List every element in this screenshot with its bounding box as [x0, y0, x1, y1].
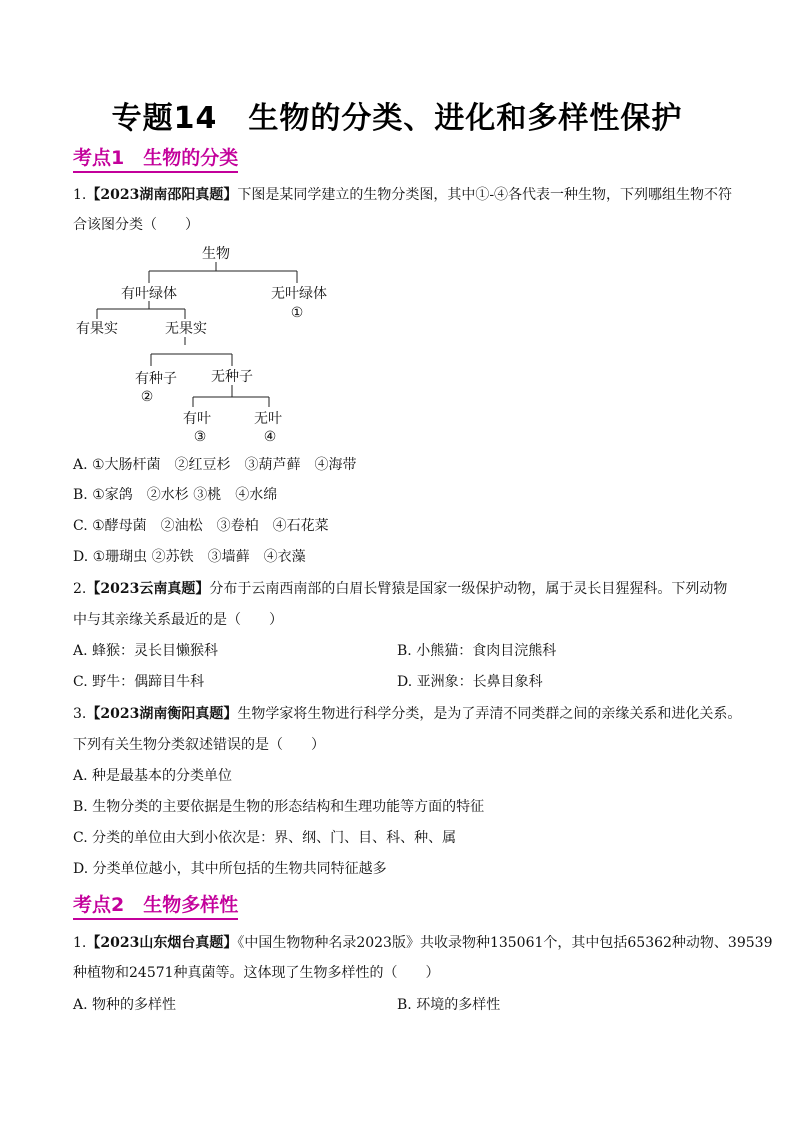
question-3-line-1 — [73, 704, 741, 724]
tree-node-root: 生物 — [202, 246, 230, 262]
question-2-line-2: 中与其亲缘关系最近的是（ ） — [73, 612, 283, 628]
section-heading-classification: 考点1 生物的分类 — [73, 146, 238, 173]
tree-node-without-fruit: 无果实 — [165, 321, 207, 337]
tree-mark-4: ④ — [263, 429, 277, 445]
question-text: 下图是某同学建立的生物分类图，其中①-④各代表一种生物，下列哪组生物不符 — [237, 187, 733, 203]
question-4-option-a: A. 物种的多样性 — [73, 997, 177, 1013]
question-number: 1. — [73, 935, 87, 951]
question-1-option-c: C. ①酵母菌 ②油松 ③卷柏 ④石花菜 — [73, 518, 329, 534]
question-3-option-d: D. 分类单位越小，其中所包括的生物共同特征越多 — [73, 861, 387, 877]
page-title: 专题14 生物的分类、进化和多样性保护 — [111, 101, 683, 136]
question-3-line-2: 下列有关生物分类叙述错误的是（ ） — [73, 737, 325, 753]
question-2-option-c: C. 野牛：偶蹄目牛科 — [73, 674, 205, 690]
question-text: 《中国生物物种名录2023版》共收录物种135061个，其中包括65362种动物、39539 — [237, 935, 773, 951]
tree-node-with-chlorophyll: 有叶绿体 — [121, 286, 177, 302]
tree-mark-1: ① — [290, 305, 304, 321]
question-number: 3. — [73, 706, 87, 722]
tree-mark-2: ② — [140, 389, 154, 405]
tree-node-with-fruit: 有果实 — [76, 321, 118, 337]
section-heading-biodiversity: 考点2 生物多样性 — [73, 893, 238, 920]
question-4-line-2: 种植物和24571种真菌等。这体现了生物多样性的（ ） — [73, 965, 440, 981]
question-1-option-d: D. ①珊瑚虫 ②苏铁 ③墙藓 ④衣藻 — [73, 549, 306, 565]
question-4-option-b: B. 环境的多样性 — [397, 997, 501, 1013]
question-2-option-b: B. 小熊猫：食肉目浣熊科 — [397, 643, 557, 659]
question-4-line-1 — [73, 933, 772, 953]
question-2-option-a: A. 蜂猴：灵长目懒猴科 — [73, 643, 219, 659]
tree-node-without-chlorophyll: 无叶绿体 — [271, 286, 327, 302]
question-1-option-a: A. ①大肠杆菌 ②红豆杉 ③葫芦藓 ④海带 — [73, 457, 357, 473]
question-text: 分布于云南西南部的白眉长臂猿是国家一级保护动物，属于灵长目猩猩科。下列动物 — [209, 581, 728, 597]
question-3-option-a: A. 种是最基本的分类单位 — [73, 768, 233, 784]
tree-node-with-leaf: 有叶 — [183, 411, 211, 427]
question-source: 【2023云南真题】 — [86, 581, 210, 597]
question-1-option-b: B. ①家鸽 ②水杉 ③桃 ④水绵 — [73, 487, 278, 503]
classification-tree-diagram — [0, 0, 794, 460]
question-text: 生物学家将生物进行科学分类，是为了弄清不同类群之间的亲缘关系和进化关系。 — [237, 706, 742, 722]
question-2-option-d: D. 亚洲象：长鼻目象科 — [397, 674, 543, 690]
question-source: 【2023山东烟台真题】 — [86, 935, 238, 951]
tree-mark-3: ③ — [193, 429, 207, 445]
tree-node-without-leaf: 无叶 — [254, 411, 282, 427]
question-3-option-b: B. 生物分类的主要依据是生物的形态结构和生理功能等方面的特征 — [73, 799, 485, 815]
question-2-line-1 — [73, 579, 727, 599]
tree-node-with-seed: 有种子 — [135, 371, 177, 387]
question-3-option-c: C. 分类的单位由大到小依次是：界、纲、门、目、科、种、属 — [73, 830, 457, 846]
tree-node-without-seed: 无种子 — [211, 369, 253, 385]
question-source: 【2023湖南邵阳真题】 — [86, 187, 238, 203]
question-1-line-2: 合该图分类（ ） — [73, 217, 199, 233]
question-number: 2. — [73, 581, 87, 597]
question-source: 【2023湖南衡阳真题】 — [86, 706, 238, 722]
question-number: 1. — [73, 187, 87, 203]
